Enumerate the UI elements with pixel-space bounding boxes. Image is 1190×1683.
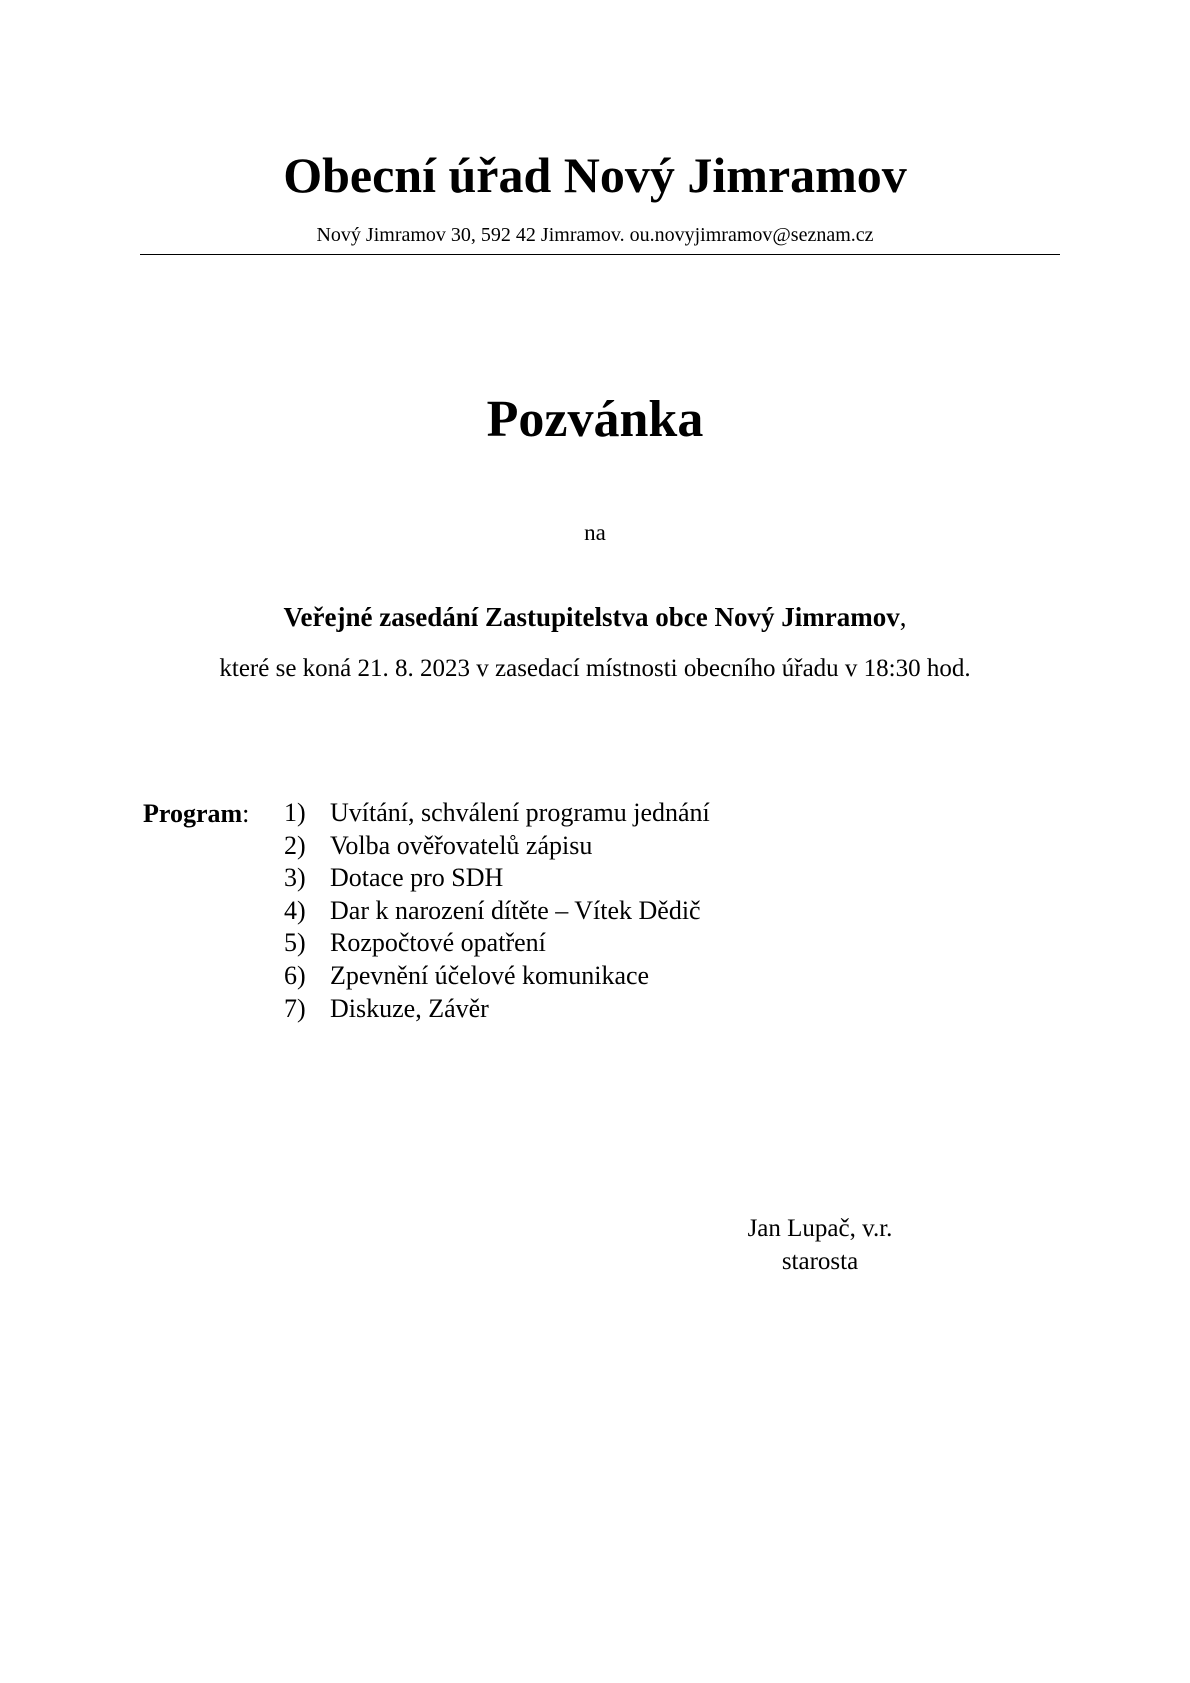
office-address: Nový Jimramov 30, 592 42 Jimramov. ou.novyjimramov@seznam.cz	[316, 224, 874, 246]
meeting-name-suffix: ,	[899, 602, 907, 632]
program-item	[284, 895, 710, 928]
program-item	[284, 797, 710, 830]
program-item	[284, 993, 710, 1026]
program-item-text: Volba ověřovatelů zápisu	[330, 830, 593, 860]
program-list	[284, 797, 710, 1025]
program-item-text: Zpevnění účelové komunikace	[330, 960, 650, 990]
signature-block	[680, 1212, 960, 1278]
program-item-number: 3)	[284, 863, 306, 893]
program-item-number: 7)	[284, 993, 306, 1023]
invitation-title: Pozvánka	[486, 391, 704, 448]
program-item-number: 4)	[284, 895, 306, 925]
meeting-name	[0, 599, 1190, 635]
program-item-text: Diskuze, Závěr	[330, 993, 489, 1023]
program-item-number: 5)	[284, 928, 306, 958]
signature-role: starosta	[781, 1248, 859, 1275]
program-item	[284, 960, 710, 993]
program-item-text: Dar k narození dítěte – Vítek Dědič	[330, 895, 701, 925]
signature-name: Jan Lupač, v.r.	[747, 1215, 893, 1242]
office-title: Obecní úřad Nový Jimramov	[283, 147, 907, 203]
program-label-text: Program	[143, 799, 243, 828]
program-item	[284, 927, 710, 960]
meeting-details: které se koná 21. 8. 2023 v zasedací místnosti obecního úřadu v 18:30 hod.	[219, 655, 971, 682]
program-item-text: Rozpočtové opatření	[330, 928, 546, 958]
header-divider	[140, 254, 1060, 255]
program-item-text: Uvítání, schválení programu jednání	[330, 798, 710, 827]
program-item	[284, 830, 710, 863]
program-item-number: 1)	[284, 798, 306, 827]
program-item-number: 2)	[284, 830, 306, 860]
invitation-connector: na	[584, 520, 606, 545]
program-label-suffix: :	[242, 799, 250, 828]
program-item	[284, 862, 710, 895]
program-item-number: 6)	[284, 960, 306, 990]
program-item-text: Dotace pro SDH	[330, 863, 504, 893]
program-label	[143, 797, 249, 830]
meeting-name-text: Veřejné zasedání Zastupitelstva obce Nový Jimramov	[283, 602, 900, 632]
